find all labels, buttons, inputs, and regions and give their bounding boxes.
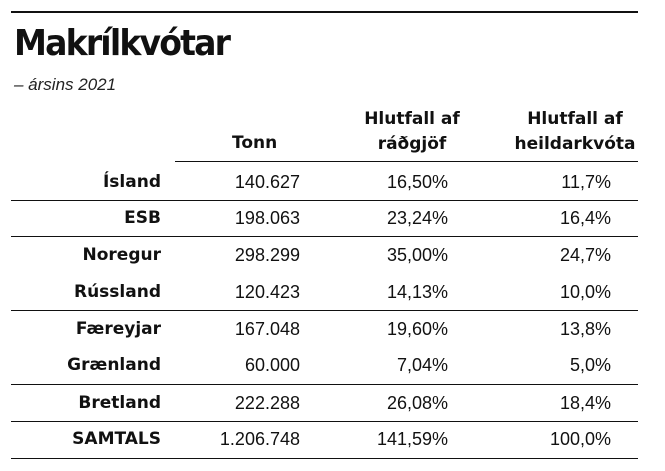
tonn-value: 120.423 (234, 282, 300, 302)
country-name: Færeyjar (75, 319, 161, 339)
radgjof-value: 16,50% (386, 172, 448, 192)
bottom-rule (11, 458, 638, 459)
total-radgjof-value: 141,59% (376, 429, 448, 449)
column-header-radgjof (352, 107, 472, 157)
country-name: Bretland (78, 393, 161, 413)
top-rule (11, 11, 638, 13)
heildarkvota-value: 16,4% (559, 208, 611, 228)
table-subtitle: – ársins 2021 (14, 75, 117, 94)
heildarkvota-value: 18,4% (559, 393, 611, 413)
column-header-heildarkvota-line2: heildarkvóta (514, 134, 636, 154)
table-row (0, 347, 665, 383)
heildarkvota-value: 11,7% (561, 172, 611, 192)
column-header-tonn: Tonn (232, 133, 278, 153)
tonn-value: 298.299 (234, 245, 300, 265)
radgjof-value: 26,08% (386, 393, 448, 413)
heildarkvota-value: 13,8% (559, 319, 611, 339)
tonn-value: 140.627 (234, 172, 300, 192)
column-header-heildarkvota (510, 107, 640, 157)
table-row (0, 274, 665, 310)
radgjof-value: 19,60% (386, 319, 448, 339)
total-heildarkvota-value: 100,0% (549, 429, 611, 449)
radgjof-value: 7,04% (396, 355, 448, 375)
table-row (0, 237, 665, 273)
tonn-value: 198.063 (234, 208, 300, 228)
table-row (0, 385, 665, 421)
column-header-radgjof-line1: Hlutfall af (364, 109, 460, 129)
heildarkvota-value: 24,7% (559, 245, 611, 265)
country-name: Grænland (67, 355, 161, 375)
radgjof-value: 35,00% (386, 245, 448, 265)
table-row (0, 311, 665, 347)
country-name: Ísland (102, 172, 161, 192)
tonn-value: 222.288 (234, 393, 300, 413)
table-row (0, 164, 665, 200)
tonn-value: 167.048 (234, 319, 300, 339)
radgjof-value: 14,13% (386, 282, 448, 302)
country-name: ESB (124, 208, 161, 228)
table-row (0, 200, 665, 236)
total-tonn-value: 1.206.748 (219, 429, 300, 449)
radgjof-value: 23,24% (386, 208, 448, 228)
country-name: Rússland (73, 282, 161, 302)
tonn-value: 60.000 (244, 355, 300, 375)
header-rule (175, 161, 638, 162)
column-header-heildarkvota-line1: Hlutfall af (527, 109, 623, 129)
table-row-total (0, 421, 665, 457)
total-label: SAMTALS (72, 429, 161, 449)
heildarkvota-value: 5,0% (569, 355, 611, 375)
heildarkvota-value: 10,0% (559, 282, 611, 302)
column-header-radgjof-line2: ráðgjöf (377, 134, 447, 154)
table-title: Makrílkvótar (14, 23, 230, 64)
country-name: Noregur (82, 245, 161, 265)
